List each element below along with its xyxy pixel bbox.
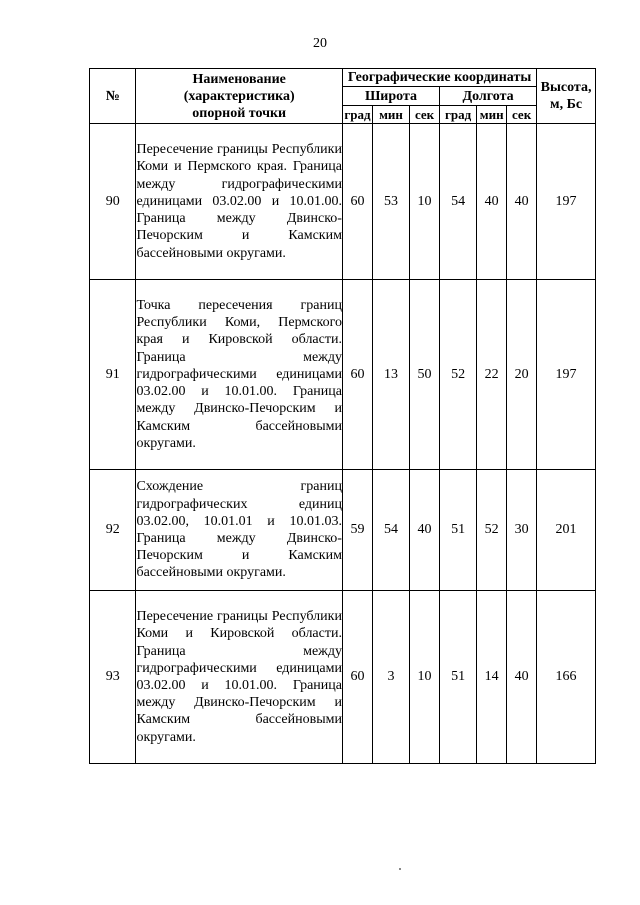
lat-min: 53	[372, 124, 409, 280]
lon-min: 52	[477, 470, 507, 591]
row-name: Схождение границ гидрографических единиц 03.02.00, 10.01.01 и 10.01.03. Граница между Двинско-Печорским и Камским бассейновыми округами.	[136, 470, 343, 591]
lat-sec: 10	[410, 591, 440, 764]
altitude: 197	[537, 124, 596, 280]
header-lon-deg: град	[440, 106, 477, 124]
altitude: 166	[537, 591, 596, 764]
lat-sec: 50	[410, 280, 440, 470]
lon-sec: 40	[507, 591, 537, 764]
lat-sec: 40	[410, 470, 440, 591]
row-num: 91	[90, 280, 136, 470]
lat-deg: 59	[342, 470, 372, 591]
lat-deg: 60	[342, 280, 372, 470]
row-name: Пересечение границы Республики Коми и Пермского края. Граница между гидрографическими единицами 03.02.00 и 10.01.00. Граница между Двинско-Печорским и Камским бассейновыми округами.	[136, 124, 343, 280]
lon-sec: 20	[507, 280, 537, 470]
lon-deg: 51	[440, 470, 477, 591]
header-altitude: Высота, м, Бс	[537, 69, 596, 124]
table-row	[90, 124, 596, 280]
lat-min: 54	[372, 470, 409, 591]
header-lat-deg: град	[344, 107, 371, 122]
lon-deg: 52	[440, 280, 477, 470]
table-row	[90, 280, 596, 470]
lat-min: 3	[372, 591, 409, 764]
header-latitude: Широта	[342, 87, 439, 106]
lat-sec: 10	[410, 124, 440, 280]
header-lat-min: мин	[372, 106, 409, 124]
lon-sec: 40	[507, 124, 537, 280]
lon-deg: 54	[440, 124, 477, 280]
lat-min: 13	[372, 280, 409, 470]
header-lon-min: мин	[477, 106, 507, 124]
header-longitude: Долгота	[440, 87, 537, 106]
row-num: 93	[90, 591, 136, 764]
lon-min: 14	[477, 591, 507, 764]
lat-deg: 60	[342, 124, 372, 280]
row-name: Точка пересечения границ Республики Коми, Пермского края и Кировской области. Граница между гидрографическими единицами 03.02.00 и 10.01.00. Граница между Двинско-Печорским и Камским бассейновыми округами.	[136, 280, 343, 470]
row-name: Пересечение границы Республики Коми и Кировской области. Граница между гидрографическими единицами 03.02.00 и 10.01.00. Граница между Двинско-Печорским и Камским бассейновыми округами.	[136, 591, 343, 764]
altitude: 201	[537, 470, 596, 591]
header-name: Наименование (характеристика) опорной точки	[136, 69, 343, 124]
header-lon-sec: сек	[507, 106, 537, 124]
page-number: 20	[313, 36, 327, 51]
row-num: 92	[90, 470, 136, 591]
scan-speck	[399, 868, 401, 870]
lat-deg: 60	[342, 591, 372, 764]
table-row	[90, 591, 596, 764]
header-geo: Географические координаты	[342, 69, 536, 87]
lon-sec: 30	[507, 470, 537, 591]
header-lat-sec: сек	[410, 106, 440, 124]
table-row	[90, 470, 596, 591]
lon-min: 22	[477, 280, 507, 470]
altitude: 197	[537, 280, 596, 470]
header-num: №	[90, 69, 136, 124]
lon-deg: 51	[440, 591, 477, 764]
row-num: 90	[90, 124, 136, 280]
lon-min: 40	[477, 124, 507, 280]
coordinates-table	[89, 68, 596, 764]
